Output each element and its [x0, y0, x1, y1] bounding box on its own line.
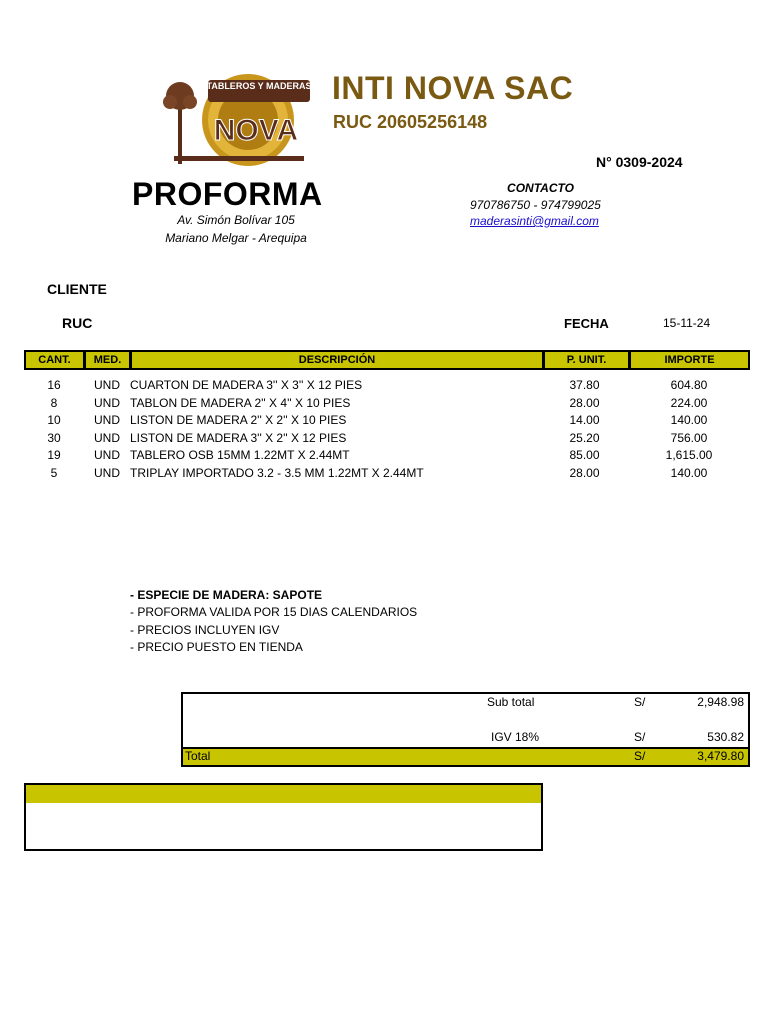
row-imp: 140.00	[670, 413, 708, 427]
row-qty: 30	[47, 430, 61, 445]
header-p-unit: P. UNIT.	[545, 352, 631, 368]
igv-currency: S/	[634, 730, 646, 744]
row-desc: TRIPLAY IMPORTADO 3.2 - 3.5 MM 1.22MT X 2.44MT	[130, 466, 424, 480]
fecha-label: FECHA	[564, 316, 609, 331]
row-med: UND	[94, 448, 120, 462]
header-importe: IMPORTE	[664, 354, 715, 366]
subtotal-label: Sub total	[487, 695, 535, 709]
contact-email-link[interactable]: maderasinti@gmail.com	[470, 214, 599, 228]
row-qty: 19	[47, 448, 61, 462]
row-qty: 8	[50, 395, 58, 410]
observations-header-band	[26, 785, 541, 803]
logo-text-top: TABLEROS Y MADERAS	[206, 81, 310, 91]
note-igv: - PRECIOS INCLUYEN IGV	[130, 623, 280, 637]
row-imp: 1,615.00	[665, 448, 713, 462]
table-row	[24, 412, 750, 430]
contact-phones: 970786750 - 974799025	[470, 198, 601, 212]
row-med: UND	[94, 466, 120, 480]
ruc-label: RUC	[62, 315, 93, 331]
subtotal-currency: S/	[634, 695, 646, 709]
fecha-value: 15-11-24	[663, 316, 711, 330]
address-line-1: Av. Simón Bolívar 105	[177, 213, 295, 227]
items-table-header	[24, 350, 750, 370]
row-imp: 604.80	[670, 378, 708, 392]
document-title: PROFORMA	[132, 176, 323, 212]
row-pu: 25.20	[569, 430, 600, 445]
company-name: INTI NOVA SAC	[332, 70, 574, 106]
note-validez: - PROFORMA VALIDA POR 15 DIAS CALENDARIOS	[130, 605, 418, 619]
company-ruc: RUC 20605256148	[333, 112, 488, 132]
row-desc: TABLERO OSB 15MM 1.22MT X 2.44MT	[130, 448, 350, 462]
table-row	[24, 447, 750, 465]
table-row	[24, 395, 750, 413]
row-qty: 16	[47, 378, 61, 392]
company-logo	[160, 68, 310, 168]
row-desc: TABLON DE MADERA 2'' X 4'' X 10 PIES	[130, 395, 351, 410]
row-desc: LISTON DE MADERA 3'' X 2'' X 12 PIES	[130, 430, 347, 445]
row-pu: 14.00	[569, 413, 600, 427]
document-number: N° 0309-2024	[596, 154, 683, 170]
row-imp: 224.00	[670, 395, 708, 410]
row-med: UND	[94, 413, 120, 427]
igv-value: 530.82	[707, 730, 744, 744]
contact-label: CONTACTO	[507, 181, 574, 195]
row-pu: 85.00	[569, 448, 600, 462]
total-value: 3,479.80	[697, 749, 744, 763]
address-line-2: Mariano Melgar - Arequipa	[165, 231, 307, 245]
row-qty: 10	[47, 413, 61, 427]
logo-text-main: NOVA	[213, 114, 299, 147]
row-desc: LISTON DE MADERA 2'' X 2'' X 10 PIES	[130, 413, 347, 427]
note-especie: - ESPECIE DE MADERA: SAPOTE	[130, 588, 323, 602]
subtotal-value: 2,948.98	[697, 695, 744, 709]
total-currency: S/	[634, 749, 646, 763]
row-med: UND	[94, 395, 120, 410]
table-row	[24, 377, 750, 395]
row-pu: 28.00	[569, 466, 600, 480]
row-pu: 37.80	[569, 378, 600, 392]
header-cant: CANT.	[26, 352, 86, 368]
row-desc: CUARTON DE MADERA 3'' X 3'' X 12 PIES	[130, 378, 363, 392]
igv-label: IGV 18%	[491, 730, 540, 744]
table-row	[24, 465, 750, 483]
header-med: MED.	[86, 352, 132, 368]
row-qty: 5	[50, 466, 58, 480]
total-label: Total	[185, 749, 211, 763]
cliente-label: CLIENTE	[47, 281, 107, 297]
note-tienda: - PRECIO PUESTO EN TIENDA	[130, 640, 303, 654]
header-descripcion: DESCRIPCIÓN	[132, 352, 545, 368]
row-imp: 140.00	[670, 466, 708, 480]
row-imp: 756.00	[670, 430, 708, 445]
row-pu: 28.00	[569, 395, 600, 410]
row-med: UND	[94, 378, 120, 392]
row-med: UND	[94, 430, 120, 445]
table-row	[24, 430, 750, 448]
